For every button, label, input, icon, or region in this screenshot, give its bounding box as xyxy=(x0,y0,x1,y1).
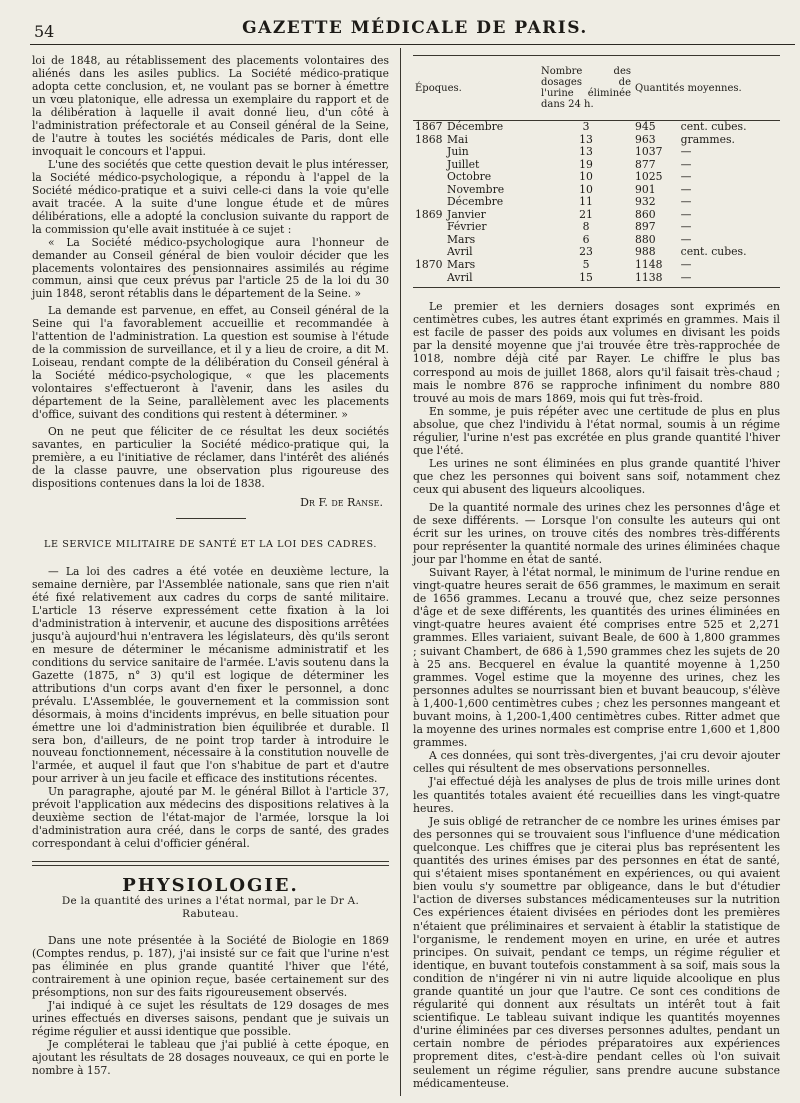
row-year xyxy=(413,159,445,172)
row-unit: — xyxy=(680,170,692,184)
row-unit: — xyxy=(680,207,692,221)
short-divider xyxy=(176,518,246,519)
double-divider xyxy=(32,861,389,866)
row-quantity: 860 xyxy=(635,207,656,221)
paragraph: Suivant Rayer, à l'état normal, le minimum de l'urine rendue en vingt-quatre heures serait de 656 grammes, le maximum en serait de 1656 grammes. Lecanu a trouvé que, chez seize personnes d'âge et de sexe différents, les quantités des urines éliminées en vingt-quatre heures avaient été comprises entre 525 et 2,271 grammes. Elles variaient, suivant Beale, de 600 à 1,800 grammes ; suivant Chambert, de 686 à 1,590 grammes chez les sujets de 20 à 25 ans. Becquerel en évalue la quantité moyenne à 1,250 grammes. Vogel estime que la moyenne des urines, chez les personnes adultes se nourrissant bien et buvant beaucoup, s'élève à 1,400-1,600 centimètres cubes ; chez les personnes mangeant et buvant moins, à 1,200-1,400 centimètres cubes. Ritter admet que la moyenne des urines normales est comprise entre 1,600 et 1,800 grammes. xyxy=(413,565,780,750)
row-count: 21 xyxy=(579,207,593,221)
row-unit: grammes. xyxy=(680,132,735,146)
row-quantity: 897 xyxy=(635,220,656,234)
column-header-epoques: Époques. xyxy=(413,56,539,121)
row-quantity: 1138 xyxy=(633,272,679,288)
row-month: Juin xyxy=(447,145,469,159)
row-month: Mai xyxy=(447,132,468,146)
row-year xyxy=(413,171,445,184)
table-row xyxy=(413,259,780,272)
quote-paragraph: « La Société médico-psychologique aura l'honneur de demander au Conseil général de bien vouloir décider que les placements volontaires des pensionnaires assimilés au régime commun, ainsi que ceux prévus par l'article 25 de la loi du 30 juin 1848, seront rétablis dans le département de la Seine. » xyxy=(32,235,389,301)
paragraph: J'ai indiqué à ce sujet les résultats de 129 dosages de mes urines effectués en diverses saisons, pendant que je suivais un régime régulier et aussi identique que possible. xyxy=(32,998,389,1038)
row-year: 1868 xyxy=(415,132,443,146)
row-year xyxy=(413,272,445,288)
paragraph: Un paragraphe, ajouté par M. le général Billot à l'article 37, prévoit l'application aux médecins des dispositions relatives à la deuxième section de l'état-major de l'armée, lorsque la loi d'administration aura créé, dans le corps de santé, des grades correspondant à celui d'officier général. xyxy=(32,785,389,851)
paragraph: Le premier et les derniers dosages sont exprimés en centimètres cubes, les autres étant exprimés en grammes. Mais il est facile de passer des poids aux volumes en divisant les poids par la densité moyenne que j'ai trouvée être très-rapprochée de 1018, nombre déjà cité par Rayer. Le chiffre le plus bas correspond au mois de juillet 1868, alors qu'il faisait très-chaud ; mais le nombre 876 se rapproche infiniment du nombre 880 trouvé au mois de mars 1869, mois qui fut très-froid. xyxy=(413,300,780,405)
row-quantity: 932 xyxy=(635,195,656,209)
column-separator xyxy=(400,48,401,1096)
header-rule xyxy=(30,44,795,45)
table-body xyxy=(413,121,780,288)
row-year xyxy=(413,184,445,197)
row-unit: — xyxy=(680,182,692,196)
row-count: 15 xyxy=(539,272,633,288)
row-count: 19 xyxy=(579,157,593,171)
row-month: Décembre xyxy=(447,195,504,209)
paragraph: Les urines ne sont éliminées en plus grande quantité l'hiver que chez les personnes qui boivent sans soif, notamment chez ceux qui abusent des liqueurs alcooliques. xyxy=(413,457,780,497)
row-unit: — xyxy=(680,145,692,159)
paragraph: L'une des sociétés que cette question devait le plus intéresser, la Société médico-psychologique, a répondu à l'appel de la Société médico-pratique et a suivi celle-ci dans la voie qu'elle avait tracée. A la suite d'une longue étude et de mûres délibérations, elle a adopté la conclusion suivante du rapport de la commission qu'elle avait instituée à ce sujet : xyxy=(32,157,389,236)
row-month: Janvier xyxy=(447,207,486,221)
row-month: Juillet xyxy=(447,157,480,171)
table-row xyxy=(413,121,780,134)
row-count: 3 xyxy=(582,120,590,133)
row-quantity: 945 xyxy=(635,120,656,133)
row-count: 10 xyxy=(579,170,593,184)
paragraph: — La loi des cadres a été votée en deuxième lecture, la semaine dernière, par l'Assemblée nationale, sans que rien n'ait été fixé relativement aux cadres du corps de santé militaire. L'article 13 réserve expressément cette fixation à la loi d'administration à intervenir, et aucune des dispositions arrêtées jusqu'à aujourd'hui n'entravera les législateurs, dès qu'ils seront en mesure de déterminer le mécanisme administratif et les conditions du service sanitaire de l'armée. L'avis soutenu dans la Gazette (1875, n° 3) qu'il est logique de déterminer les attributions d'un corps avant d'en fixer le personnel, a donc prévalu. L'Assemblée, le gouvernement et la commission sont désormais, à moins d'incidents imprévus, en belle situation pour émettre une loi d'administration bien équilibrée et durable. Il sera bon, d'ailleurs, de ne point trop tarder à introduire le nouveau fonctionnement, nécessaire à la constitution nouvelle de l'armée, et auquel il faut que l'on s'habitue de part et d'autre pour arriver à un jeu facile et efficace des institutions récentes. xyxy=(32,564,389,786)
paragraph: On ne peut que féliciter de ce résultat les deux sociétés savantes, en particulier la Société médico-pratique qui, la première, a eu l'initiative de réclamer, dans l'intérêt des aliénés de la classe pauvre, une observation plus rigoureuse des dispositions contenues dans la loi de 1838. xyxy=(32,425,389,490)
paragraph: De la quantité normale des urines chez les personnes d'âge et de sexe différents. — Lorsque l'on consulte les auteurs qui ont écrit sur les urines, on trouve cités des nombres très-différents pour représenter la quantité normale des urines éliminées chaque jour par l'homme en état de santé. xyxy=(413,500,780,566)
row-quantity: 877 xyxy=(635,157,656,171)
row-quantity: 1148 xyxy=(635,258,663,272)
row-count: 10 xyxy=(579,182,593,196)
row-year: 1870 xyxy=(415,258,443,272)
paragraph: Dans une note présentée à la Société de Biologie en 1869 (Comptes rendus, p. 187), j'ai insisté sur ce fait que l'urine n'est pas éliminée en plus grande quantité l'hiver que l'été, contrairement à une opinion reçue, basée certainement sur des présomptions, non sur des faits rigoureusement observés. xyxy=(32,934,389,999)
row-month: Février xyxy=(447,220,487,234)
paragraph: A ces données, qui sont très-divergentes, j'ai cru devoir ajouter celles qui résultent de mes observations personnelles. xyxy=(413,749,780,776)
row-month: Avril xyxy=(445,272,539,288)
row-quantity: 901 xyxy=(635,182,656,196)
section-heading: PHYSIOLOGIE. xyxy=(122,875,299,897)
table-row xyxy=(413,272,780,288)
row-year: 1867 xyxy=(415,120,443,133)
dosage-table xyxy=(413,55,780,288)
row-unit: cent. cubes. xyxy=(680,245,747,259)
right-column xyxy=(413,55,780,1090)
row-unit: cent. cubes. xyxy=(680,120,747,133)
row-month: Avril xyxy=(447,245,473,259)
row-count: 23 xyxy=(579,245,593,259)
row-year xyxy=(413,234,445,247)
row-month: Mars xyxy=(447,232,476,246)
column-header-quantites: Quantités moyennes. xyxy=(633,56,780,121)
row-unit: — xyxy=(680,232,692,246)
row-count: 13 xyxy=(579,132,593,146)
table-row xyxy=(413,196,780,209)
row-year xyxy=(413,146,445,159)
paragraph: La demande est parvenue, en effet, au Conseil général de la Seine qui l'a favorablement accueillie et recommandée à l'attention de l'administration. La question est soumise à l'étude de la commission de surveillance, et il y a lieu de croire, a dit M. Loiseau, rendant compte de la délibération du Conseil général à la Société médico-psychologique, « que les placements volontaires s'effectueront à l'avenir, dans les asiles du département de la Seine, parallèlement avec les placements d'office, suivant des conditions qui restent à déterminer. » xyxy=(32,304,389,422)
right-text xyxy=(413,300,780,1090)
row-year xyxy=(413,196,445,209)
row-count: 11 xyxy=(579,195,593,209)
author-signature: Dr F. de Ranse. xyxy=(300,495,383,509)
row-unit: — xyxy=(680,258,692,272)
section-title: LE SERVICE MILITAIRE DE SANTÉ ET LA LOI DES CADRES. xyxy=(44,538,377,550)
row-count: 6 xyxy=(582,232,590,246)
row-quantity: 963 xyxy=(635,132,656,146)
column-header-nombre: Nombre des dosages de l'urine éliminée dans 24 h. xyxy=(539,56,633,121)
left-column xyxy=(32,55,389,1078)
row-unit: — xyxy=(680,157,692,171)
table-row xyxy=(413,146,780,159)
row-year xyxy=(413,221,445,234)
paragraph: J'ai effectué déjà les analyses de plus de trois mille urines dont les quantités totales avaient été recueillies dans les vingt-quatre heures. xyxy=(413,775,780,815)
row-count: 13 xyxy=(579,145,593,159)
row-quantity: 880 xyxy=(635,232,656,246)
row-quantity: 1025 xyxy=(635,170,663,184)
page-header xyxy=(30,16,800,46)
row-month: Novembre xyxy=(447,182,505,196)
row-count: 5 xyxy=(582,258,590,272)
article-subtitle: De la quantité des urines a l'état normal, par le Dr A. Rabuteau. xyxy=(61,895,360,921)
row-unit: — xyxy=(680,220,692,234)
paragraph: Je compléterai le tableau que j'ai publié à cette époque, en ajoutant les résultats de 28 dosages nouveaux, ce qui en porte le nombre à 157. xyxy=(32,1037,389,1077)
paragraph: loi de 1848, au rétablissement des placements volontaires des aliénés dans les asiles publics. La Société médico-pratique adopta cette conclusion, et, ne voulant pas se borner à émettre un vœu platonique, elle adressa un exemplaire du rapport et de la délibération à laquelle il avait donné lieu, d'un côté à l'administration préfectorale et au Conseil général de la Seine, de l'autre à toutes les sociétés médicales de Paris, dont elle invoquait le concours et l'appui. xyxy=(32,54,389,158)
row-month: Octobre xyxy=(447,170,492,184)
row-count: 8 xyxy=(582,220,590,234)
row-unit: — xyxy=(679,272,780,288)
row-month: Décembre xyxy=(447,120,504,133)
table-header-row xyxy=(413,56,780,121)
row-year: 1869 xyxy=(415,207,443,221)
running-title: GAZETTE MÉDICALE DE PARIS. xyxy=(242,18,588,38)
row-quantity: 988 xyxy=(635,245,656,259)
row-quantity: 1037 xyxy=(635,145,663,159)
row-unit: — xyxy=(680,195,692,209)
page-number: 54 xyxy=(34,22,55,41)
table-row xyxy=(413,171,780,184)
row-month: Mars xyxy=(447,258,476,272)
paragraph: En somme, je puis répéter avec une certitude de plus en plus absolue, que chez l'individu à l'état normal, soumis à un régime régulier, l'urine n'est pas excrétée en plus grande quantité l'hiver que l'été. xyxy=(413,404,780,458)
paragraph: Je suis obligé de retrancher de ce nombre les urines émises par des personnes qui se trouvaient sous l'influence d'une médication quelconque. Les chiffres que je citerai plus bas représentent les quantités des urines émises par des personnes en état de santé, qui s'étaient mises spontanément en expériences, ou qui avaient bien voulu s'y soumettre par obligeance, dans le but d'étudier l'action de diverses substances médicamenteuses sur la nutrition Ces expériences étaient divisées en périodes dont les premières n'étaient que préliminaires et servaient à établir la statistique de l'organisme, le rendement moyen en urine, en urée et autres principes. On suivait, pendant ce temps, un régime régulier et identique, en buvant toutefois constamment à sa soif, mais sous la condition de n'ingérer ni vin ni autre liquide alcoolique en plus grande quantité un jour que l'autre. Ce sont ces conditions de régularité qui donnent aux résultats un intérêt tout à fait scientifique. Le tableau suivant indique les quantités moyennes d'urine éliminées par ces diverses personnes adultes, pendant un certain nombre de périodes préparatoires aux expériences proprement dites, c'est-à-dire pendant celles où l'on suivait seulement un régime régulier, sans prendre aucune substance médicamenteuse. xyxy=(413,814,780,1090)
